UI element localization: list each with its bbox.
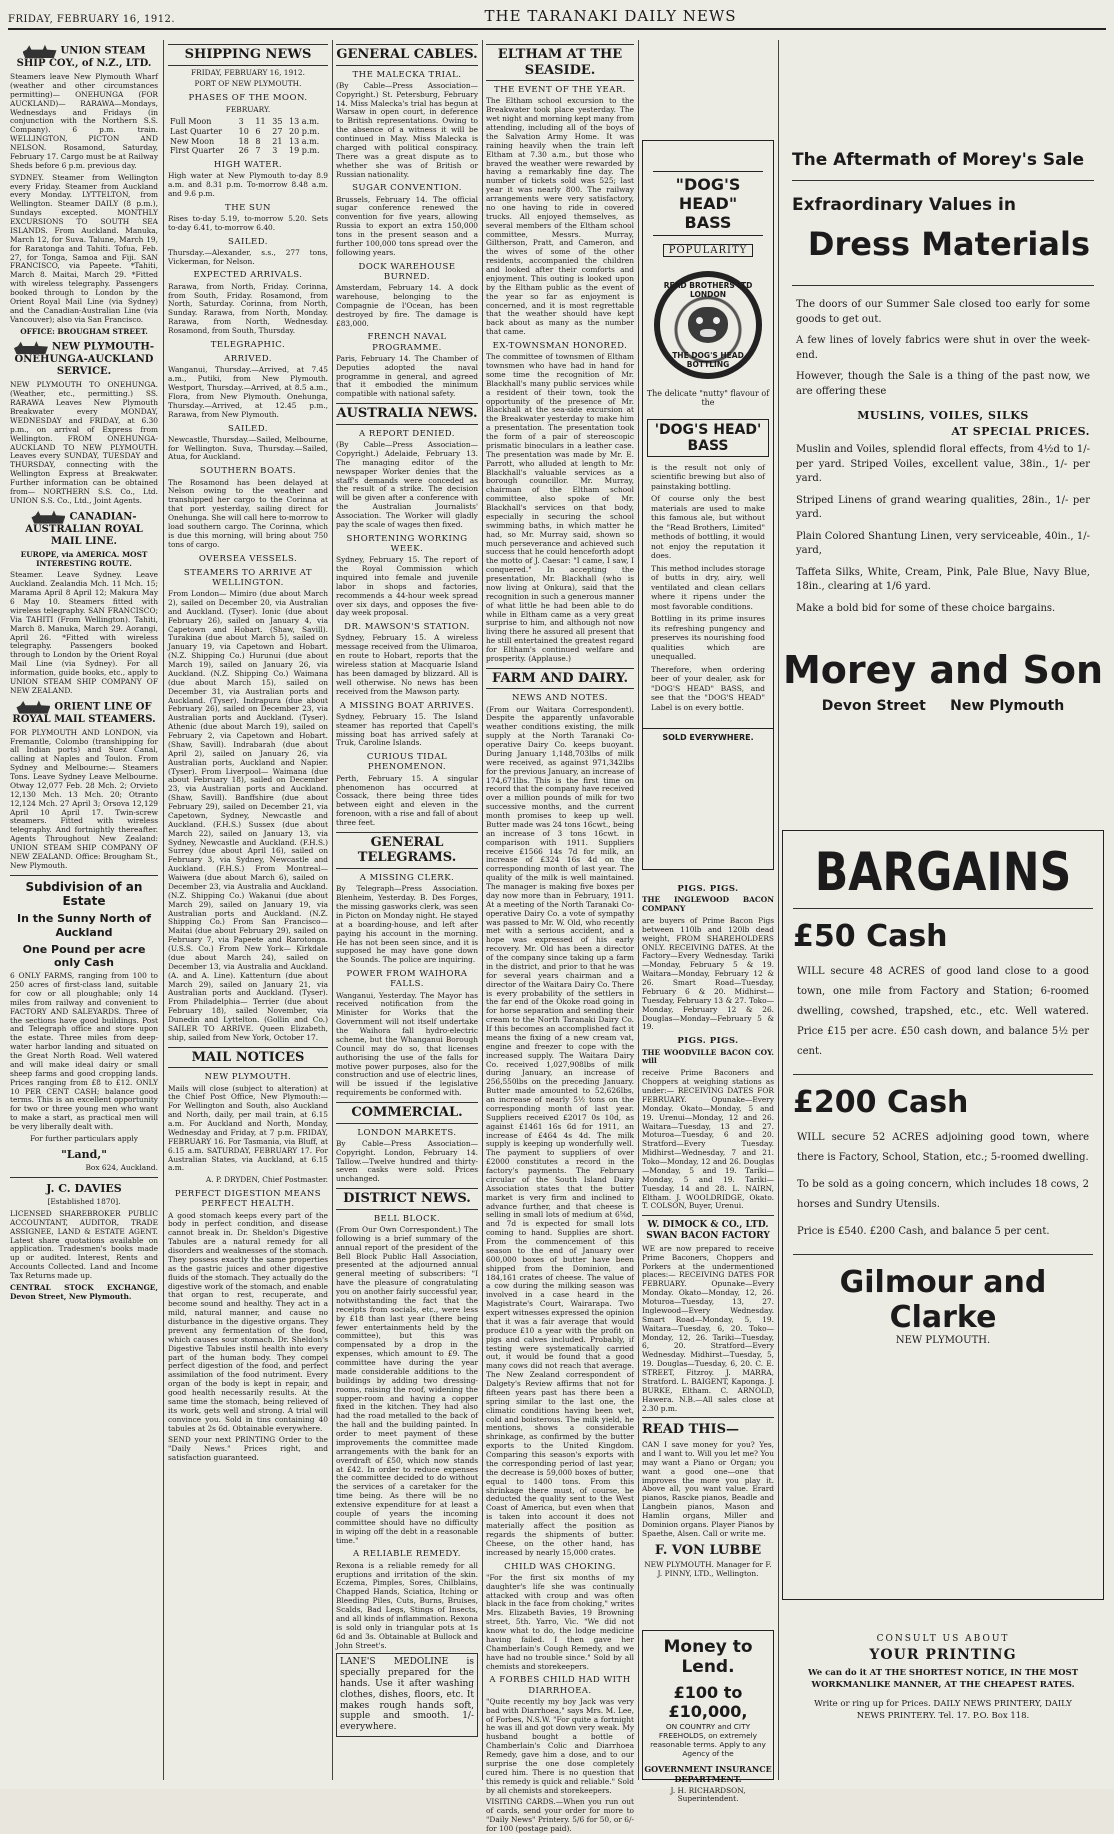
canadian-sub: EUROPE, via AMERICA. MOST INTERESTING ROUTE. xyxy=(20,549,148,568)
missing-clerk-heading: A MISSING CLERK. xyxy=(359,873,455,884)
subdivision-text: 6 ONLY FARMS, ranging from 100 to 250 acres of first-class land, suitable for cow or all ploughable; only 14 miles from railway and convenient to FACTORY AND SALEYARDS. Three of the sections have good buildings. Post and Telegraph office and store upon the estate. Three miles from deep-water harbor landing and situated on the Great North Road. Well watered and will make ideal dairy or small sheep farms and good cropping lands. Prices ranging from £8 to £12. ONLY 10 PER CENT CASH; balance good terms. This is an excellent opportunity for two or three young men who want to make a start, as practical men will be very liberally dealt with. xyxy=(10,971,158,1132)
special-prices: AT SPECIAL PRICES. xyxy=(951,425,1090,438)
morey-p8: Make a bold bid for some of these choice bargains. xyxy=(796,602,1056,614)
ex-townsman-heading: EX-TOWNSMAN HONORED. xyxy=(492,341,628,351)
column-rule xyxy=(163,40,164,1780)
column-pigs-ads xyxy=(642,880,774,1620)
expected-text: Rarawa, from North, Friday. Corinna, from South, Friday. Rosamond, from North, Saturday. Corinna, from North, Sunday. Rarawa, from North, Monday. Rarawa, from North, Wednesday. Rosamond, from South, Thursday. xyxy=(168,281,328,336)
missing-boat-text: Sydney, February 15. The Island steamer has reported that Capell's missing boat has arrived safely at Truk, Caroline Islands. xyxy=(336,711,478,748)
usco-text: Steamers leave New Plymouth Wharf (weather and other circumstances permitting)— ONEHUNGA (FOR AUCKLAND)— RARAWA—Mondays, Wednesdays and Fridays (in conjunction with the Northern S.S. Company). 6 p.m. train. WELLINGTON, PICTON AND NELSON. Rosamond, Saturday, February 17. Cargo must be at Railway Sheds before 6 p.m. previous day. xyxy=(10,72,158,170)
dock-heading: DOCK WAREHOUSE BURNED. xyxy=(358,261,456,282)
perfect-digestion-heading: PERFECT DIGESTION MEANS PERFECT HEALTH. xyxy=(174,1189,322,1210)
read-this-text: CAN I save money for you? Yes, and I want to. Will you let me? You may want a Piano or Organ; you want a good one—one that improves the more you play it. Above all, you want value. Erard pianos, Rascke pianos, Beadle and Langbein pianos, Mason and Hamlin organs, Miller and Dominion organs. Player Pianos by Spaethe, Alsen. Call or write me. xyxy=(642,1440,774,1538)
office-line: OFFICE: BROUGHAM STREET. xyxy=(20,326,148,336)
morey-p2: A few lines of lovely fabrics were shut in over the week-end. xyxy=(796,335,1090,361)
davies-name: J. C. DAVIES xyxy=(46,1181,122,1195)
money-heading: Money to Lend. xyxy=(663,1637,753,1677)
bargains-p2: WILL secure 52 ACRES adjoining good town, where there is Factory, School, Station, etc.; 5-roomed dwelling. xyxy=(797,1132,1089,1163)
lubbe-name: F. VON LUBBE xyxy=(654,1542,762,1558)
bass-title: "DOG'S HEAD" BASS xyxy=(653,171,763,236)
gilmour-town: NEW PLYMOUTH. xyxy=(895,1335,991,1346)
bass-popularity: POPULARITY xyxy=(663,244,753,257)
woodville-text: receive Prime Baconers and Choppers at weighing stations as under:— RECEIVING DATES FOR FEBRUARY. Opunake—Every Monday. Okato—Monday, 5 and 19. Urenui—Monday, 12 and 26. Waitara—Tuesday, 13 and 27. Moturoa—Tuesday, 6 and 20. Stratford—Every Tuesday. Midhirst—Wednesday, 7 and 21. Toko—Monday, 12 and 26. Douglas—Monday, 5 and 19. Tariki—Monday, 5 and 19. Tariki—Tuesday, 14 and 28. L. NAIRN, Eltham. J. WOOLDRIDGE, Okato. T. COLSON, Buyer, Urenui. xyxy=(642,1068,774,1211)
bargains-p4: Price is £540. £200 Cash, and balance 5 per cent. xyxy=(797,1226,1050,1237)
apply-line: For further particulars apply xyxy=(30,1133,138,1143)
general-cables-heading: GENERAL CABLES. xyxy=(336,44,478,66)
high-water-heading: HIGH WATER. xyxy=(213,159,283,170)
bass-delicate: The delicate "nutty" flavour of the xyxy=(646,389,770,407)
dress-materials-heading: Dress Materials xyxy=(807,225,1090,263)
event-text: The Eltham school excursion to the Breakwater took place yesterday. The wet night and morning kept many from attending, including all of the boys of the Salvation Army Home. It was raining heavily when the train left Eltham at 7.30 a.m., but those who braved the weather were rewarded by having a remarkably fine day. The number of tickets sold was 525; last year it was nearly 800. The railway arrangements were very satisfactory, no one having to ride in covered trucks. All enjoyed themselves, as several members of the Eltham school committee, Messrs. Murray, Giltherson, Pratt, and Cameron, and the wives of some of the other residents, accompanied the children and looked after their comforts and enjoyment. This outing is looked upon by the Eltham public as the event of the year so far as enjoyment is concerned, and it is most regrettable that the weather should have kept back about as many as the number that came. xyxy=(486,96,634,337)
mail-notices-heading: MAIL NOTICES xyxy=(168,1047,328,1069)
nzpl-heading: NEW PLYMOUTH-ONEHUNGA-AUCKLAND SERVICE. xyxy=(14,341,155,378)
table-row: First Quarter 26 7 3 19 p.m. xyxy=(170,146,320,156)
oversea-heading: OVERSEA VESSELS. xyxy=(198,553,298,564)
bargains-p3: To be sold as a going concern, which includes 18 cows, 2 horses and Sundry Utensils. xyxy=(797,1179,1089,1210)
subdivision-heading: Subdivision of an Estate xyxy=(25,879,143,909)
column-rule xyxy=(482,40,483,1780)
woodville-heading: THE WOODVILLE BACON COY. will xyxy=(642,1047,774,1066)
forbes-text: "Quite recently my boy Jack was very bad with Diarrhoea," says Mrs. M. Lee, of Forbes, N.S.W. "For quite a fortnight he was ill and got down very weak. My husband bought a bottle of Chamberlain's Colic and Diarrhoea Remedy, gave him a dose, and to our surprise the one dose completely cured him. There is no question that this remedy is quick and reliable." Sold by all chemists and storekeepers. xyxy=(486,1696,634,1795)
morey-p6: Plain Colored Shantung Linen, very serviceable, 40in., 1/- yard, xyxy=(796,530,1090,556)
reliable-remedy-text: Rexona is a reliable remedy for all eruptions and irritation of the skin. Eczema, Pimples, Sores, Chilblains, Chapped Hands, Sciatica, Itching or Bleeding Piles, Cuts, Burns, Bruises, Scalds, Bad Legs, Stings of Insects, and all kinds of inflammation. Rexona is sold only in triangular pots at 1s 6d and 3s. Obtainable at Bullock and John Street's. xyxy=(336,1560,478,1650)
bulldog-icon xyxy=(688,307,728,343)
tidal-heading: CURIOUS TIDAL PHENOMENON. xyxy=(366,752,448,773)
naval-heading: FRENCH NAVAL PROGRAMME. xyxy=(367,332,447,353)
report-heading: A REPORT DENIED. xyxy=(359,428,455,439)
sugar-text: Brussels, February 14. The official sugar conference renewed the convention for five years, allowing Russia to export an extra 150,000 tons in the present season and a further 100,000 tons spread over the following years. xyxy=(336,194,478,257)
money-amount: £100 to £10,000, xyxy=(668,1683,748,1721)
event-heading: THE EVENT OF THE YEAR. xyxy=(494,85,626,96)
shortening-heading: SHORTENING WORKING WEEK. xyxy=(346,533,468,554)
masthead-title: THE TARANAKI DAILY NEWS xyxy=(484,7,737,25)
bass-dogs-head-title: 'DOG'S HEAD' BASS xyxy=(647,419,769,457)
usco-heading: UNION STEAM SHIP COY., of N.Z., LTD. xyxy=(16,45,152,69)
sailed2-heading: SAILED. xyxy=(228,423,268,434)
printing-p1: We can do it AT THE SHORTEST NOTICE, IN THE MOST WORKMANLIKE MANNER, AT THE CHEAPEST RATES. xyxy=(807,1668,1079,1690)
high-water-text: High water at New Plymouth to-day 8.9 a.m. and 8.31 p.m. To-morrow 8.48 a.m. and 9.6 p.m. xyxy=(168,170,328,198)
bargains-ad xyxy=(782,830,1104,1600)
dock-text: Amsterdam, February 14. A dock warehouse, belonging to the Compagnie de l'Ocean, has been destroyed by fire. The damage is £83,000. xyxy=(336,283,478,328)
expected-heading: EXPECTED ARRIVALS. xyxy=(193,270,303,281)
bass-p3: This method includes storage of butts in dry, airy, well ventilated and clean cellars where it ripens under the most favorable conditions. xyxy=(651,563,765,611)
district-news-heading: DISTRICT NEWS. xyxy=(336,1188,478,1210)
bass-sold: SOLD EVERYWHERE. xyxy=(643,728,773,742)
sugar-heading: SUGAR CONVENTION. xyxy=(352,183,462,194)
cash-200-heading: £200 Cash xyxy=(793,1085,969,1120)
farm-dairy-heading: FARM AND DAIRY. xyxy=(486,668,634,690)
general-telegrams-heading: GENERAL TELEGRAMS. xyxy=(336,832,478,869)
printing-ad xyxy=(782,1630,1104,1780)
reliable-remedy-heading: A RELIABLE REMEDY. xyxy=(353,1549,461,1560)
bargains-heading: BARGAINS xyxy=(814,841,1072,904)
bargains-p1: WILL secure 48 ACRES of good land close to a good town, one mile from Factory and Station; 6-roomed dwelling, cowshed, trapshed, etc., etc. Well watered. Price £15 per acre. £50 cash down, and balance 5½ per cent. xyxy=(797,966,1089,1057)
news-notes-heading: NEWS AND NOTES. xyxy=(512,693,608,704)
printing-heading: YOUR PRINTING xyxy=(869,1647,1017,1663)
ex-townsman-text: The committee of townsmen of Eltham townsmen who have had in hand for some time the recognition of Mr. Blackhall's many public services while a resident of their town, took the opportunity of the presence of Mr. Blackhall at the sea-side excursion at the Breakwater yesterday to make him a presentation. The presentation took the form of a pair of stereoscopic prismatic binoculars in a leather case. The presentation was made by Mr. E. Parrott, who alluded at length to Mr. Blackhall's valuable services as a borough councillor. Mr. Murray, chairman of the Eltham school committee, also spoke of Mr. Blackhall's services on that body, especially in securing the school swimming baths, in which matter he had, so Mr. Murray said, shown so much perseverance and achieved such success that he could henceforth adopt the motto of J. Caesar: "I came, I saw, I conquered." In accepting the presentation, Mr. Blackhall (who is now living at Onkura), said that the recognition in such a generous manner of what little he had been able to do while in Eltham came as a very great surprise to him, and although not now living there he assured all present that he still entertained the greatest regard for Eltham's continued welfare and prosperity. (Applause.) xyxy=(486,352,634,663)
muslins-heading: MUSLINS, VOILES, SILKS xyxy=(857,409,1029,422)
seal-top-text: READ BROTHERS LTD LONDON xyxy=(663,281,753,299)
money-to-lend-ad xyxy=(642,1630,774,1804)
visiting-cards: VISITING CARDS.—When you run out of cards, send your order for more to "Daily News" Printery. 5/6 for 50, or 6/- for 100 (postage paid). xyxy=(486,1797,634,1834)
oversea-sub: STEAMERS TO ARRIVE AT WELLINGTON. xyxy=(183,567,313,588)
column-rule xyxy=(332,40,333,1780)
morey-and-son-name: Morey and Son xyxy=(782,648,1104,692)
telegraphic-heading: TELEGRAPHIC. xyxy=(210,339,286,350)
bass-p4: Bottling in its prime insures its refreshing pungency and preserves its nourishing food qualities which are unequalled. xyxy=(651,614,765,662)
morey-p7: Taffeta Silks, White, Cream, Pink, Pale Blue, Navy Blue, 18in., clearing at 1/6 yard. xyxy=(796,566,1090,592)
seal-bottom-text: THE DOG'S HEAD BOTTLING xyxy=(672,351,744,369)
bass-p1: is the result not only of scientific brewing but also of painstaking bottling. xyxy=(651,463,765,491)
commercial-heading: COMMERCIAL. xyxy=(336,1102,478,1124)
dogs-head-bass-ad xyxy=(642,140,774,870)
printing-p2: Write or ring up for Prices. DAILY NEWS PRINTERY, DAILY NEWS PRINTERY. Tel. 17. P.O. Box 118. xyxy=(814,1698,1072,1721)
morey-p3: However, though the Sale is a thing of the past now, we are offering these xyxy=(796,371,1090,397)
morey-and-son-ad xyxy=(782,140,1104,780)
morey-p1: The doors of our Summer Sale closed too early for some goods to get out. xyxy=(796,299,1090,325)
oversea-text: From London— Mimiro (due about March 2), sailed on December 20, via Australian and Auckland. (Tyser). Ionic (due about February 26), sailed on January 4, via Capetown and Hobart. (Shaw, Savill). Turakina (due about March 5), sailed on January 19, via Capetown and Hobart. (N.Z. Shipping Co.) Hurunui (due about March 19), sailed on January 26, via Auckland. (N.Z. Shipping Co.) Waimana (due about March 15), sailed on December 31, via Australian ports and Auckland. (Tyser). Indrapura (due about February 26), sailed on December 23, via Australian ports and Auckland. (Tyser). Athenic (due about March 19), sailed on February 2, via Capetown and Hobart. (Shaw, Savill). Indrabarah (due about April 2), sailed on January 26, via Australian ports, Auckland and Napier. (Tyser). From Liverpool— Waimana (due about February 18), sailed on December 23, via Australian ports and Auckland. (Shaw, Savill). Banffshire (due about February 29), sailed on December 21, via Capetown, Sydney, Newcastle and Auckland. (F.H.S.) Sussex (due about March 22), sailed on January 13, via Sydney, Newcastle and Auckland. (F.H.S.) Surrey (due about April 16), sailed on February 3, via Sydney, Newcastle and Auckland. (F.H.S.) From Montreal— Waiwera (due about March 6), sailed on December 23, via Australia and Auckland. (N.Z. Shipping Co.) Wakanui (due about March 29), sailed on January 19, via Australian ports and Auckland. (N.Z. Shipping Co.) From San Francisco— Maitai (due about February 29), sailed on February 7, via Papeete and Rarotonga. (U.S.S. Co.) From New York— Kirkdale (due about March 24), sailed on December 13, via Australia and Auckland. (A. and A. Line). Kattenturn (due about March 29), sailed on January 21, via Australian ports and Auckland. (Tyser). From Philadelphia— Terrier (due about February 18), sailed November, via Dunedin and Lyttelton. (Gollin and Co.) SAILER TO ARRIVE. Queen Elizabeth, ship, sailed from New York, October 17. xyxy=(168,589,328,1042)
arrived-text: Wanganui, Thursday.—Arrived, at 7.45 a.m., Putiki, from New Plymouth. Westport, Thursday.—Arrived, at 8.5 a.m., Flora, from New Plymouth. Onehunga, Thursday.—Arrived, at 12.45 p.m., Rarawa, from New Plymouth. xyxy=(168,365,328,419)
mawson-text: Sydney, February 15. A wireless message received from the Ulimaroa, en route to Hobart, reports that the wireless station at Macquarie Island has been damaged by blizzard. All is well otherwise. No news has been received from the Mawson party. xyxy=(336,633,478,696)
moon-table xyxy=(168,117,328,155)
steamship-icon xyxy=(31,510,65,524)
shipping-news-heading: SHIPPING NEWS xyxy=(168,44,328,66)
orient-heading: ORIENT LINE OF ROYAL MAIL STEAMERS. xyxy=(12,701,156,725)
pigs-heading-2: PIGS. PIGS. xyxy=(677,1036,739,1047)
lanes-medoline-ad: LANE'S MEDOLINE is specially prepared for the hands. Use it after washing clothes, dishes, floors, etc. It makes rough hands soft, supple and smooth. 1/- everywhere. xyxy=(336,1653,478,1737)
bell-block-text: (From Our Own Correspondent.) The following is a brief summary of the annual report of the president of the Bell Block Public Hall Association, presented at the adjourned annual general meeting of subscribers: "I have the pleasure of congratulating you on another fairly successful year, notwithstanding the fact that the receipts from socials, etc., were less by £18 than last year (there being fewer entertainments held by the committee), but this was compensated by a drop in the expenses, which amount to £9. The committee have during the year made considerable additions to the buildings by adding two dressing-rooms, raising the roof, widening the supper-room and having a copper fixed in the kitchen. They had also had the road metalled to the back of the hall and the building painted. In order to meet payment of these improvements the committee made arrangements with the bank for an overdraft of £50, which now stands at £42. In order to reduce expenses the committee decided to do without the services of a caretaker for the time being. As there will be no extensive expenditure for at least a couple of years the incoming committee should have no difficulty in wiping off the debt in a reasonable time." xyxy=(336,1224,478,1545)
send-printing: SEND your next PRINTING Order to the "Daily News." Prices right, and satisfaction guaranteed. xyxy=(168,1435,328,1463)
land-address: "Land," xyxy=(61,1147,107,1161)
pigs-heading-1: PIGS. PIGS. xyxy=(677,884,739,894)
read-this-heading: READ THIS— xyxy=(642,1422,740,1438)
london-markets-heading: LONDON MARKETS. xyxy=(357,1127,457,1138)
tidal-text: Perth, February 15. A singular phenomenon has occurred at Cossack, there being three tides between eight and eleven in the forenoon, with a rise and fall of about three feet. xyxy=(336,773,478,827)
australia-news-heading: AUSTRALIA NEWS. xyxy=(336,403,478,425)
dogs-head-seal-icon xyxy=(654,271,762,379)
cash-50-heading: £50 Cash xyxy=(793,919,948,954)
london-markets-text: By Cable—Press Association—Copyright. London, February 14. Tallow.—Twelve hundred and thirty-seven casks were sold. Prices unchanged. xyxy=(336,1138,478,1184)
gilmour-clarke-name: Gilmour and Clarke xyxy=(839,1265,1047,1335)
orient-text: FOR PLYMOUTH AND LONDON, via Fremantle, Colombo (transhipping for all Indian ports) and Suez Canal, calling at Naples and Toulon. From Sydney and Melbourne:— Steamers Tons. Leave Sydney Leave Melbourne. Otway 12,077 Feb. 28 Mch. 2; Orvieto 12,130 Mch. 13 Mch. 20; Otranto 12,124 Mch. 27 April 3; Orsova 12,129 April 10 April 17. Twin-screw steamers. Fitted with wireless telegraphy. And fortnightly thereafter. Agents Throughout New Zealand: UNION STEAM SHIP COMPANY OF NEW ZEALAND. Office: Brougham St., New Plymouth. xyxy=(10,727,158,870)
shortening-text: Sydney, February 15. The report of the Royal Commission which inquired into female and juvenile labor in shops and factories, recommends a 44-hour week spread over six days, and opposes the five-day week proposal. xyxy=(336,555,478,618)
child-choking-heading: CHILD WAS CHOKING. xyxy=(504,1561,616,1572)
southern-boats-heading: SOUTHERN BOATS. xyxy=(199,466,297,477)
steamship-icon xyxy=(16,700,50,714)
news-notes-text: (From our Waitara Correspondent). Despite the apparently unfavorable weather conditions existing, the milk supply at the North Taranaki Co-operative Dairy Co. keeps buoyant. During January 1,148,703lbs of milk were received, as against 971,342lbs for the previous January, an increase of 174,671lbs. This is the first time on record that the company have received over a million pounds of milk for two successive months, and the current month promises to keep up well. Butter made was 24 tons 16cwt., being an increase of 3 tons 16cwt. in comparison with 1911. Suppliers receive £1566 14s 7d for milk, an increase of £324 16s 4d on the corresponding month of last year. The quality of the milk is well maintained. The manager is making five boxes per day now more than in February, 1911. At a meeting of the North Taranaki Co-operative Dairy Co. a vote of sympathy was passed to Mr. W. Old, who recently met with a serious accident, and a hope was expressed of his early recovery. Mr. Old has been a director of the company since taking up a farm in the district, and prior to that he was for several years chairman and a director of the Waitara Dairy Co. There is every probability of the settlers in the far end of the Okoke road going in for horse separation and sending their cream to the North Taranaki Dairy Co. If this becomes an accomplished fact it means the fixing of a new cream vat, engine and freezer to cope with the increased supply. The Waitara Dairy Co. received 1,027,908lbs of milk during January, an increase of 256,550lbs on the preceding January. Butter made amounted to 52,626lbs, an increase of nearly 5½ tons on the corresponding month of last year. Suppliers received £2017 0s 10d, as against £1461 16s 6d for 1911, an increase of £464 4s 4d. The milk supply is keeping up wonderfully well. The payment to suppliers of over £2000 constitutes a record in the factory's payments. The February circular of the South Island Dairy Association states that the butter market is very firm and inclined to advance further, and that cheese is selling in small lots of medium at 6⅝d, and 7d is expected for small lots coming to hand. Supplies are short. From the commencement of this season to the end of January over 600,000 boxes of butter have been shipped from the Dominion, and 184,161 crates of cheese. The value of a cow during the milking season was involved in a case heard in the Magistrate's Court, Wairarapa. Two expert witnesses expressed the opinion that it was a fair average that would produce £10 a year with the profit on pigs and calves included. Probably, if testing were systematically carried out, it would be found that a good many cows did not reach that average. The New Zealand correspondent of Dalgety's Review affirms that not for fifteen years past has there been a spring similar to the last one, the climatic conditions having been wet, cold and boisterous. The milk yield, he mentions, shows a considerable shrinkage, as confirmed by the butter exports to the United Kingdom. Comparing this season's exports with the corresponding period of last year, the decrease is 59,000 boxes of butter, equal to 1400 tons. From this shrinkage there must, of course, be deducted the quality sent to the West Coast of America, but even when that is taken into account it does not materially affect the position as regards the shipments of butter. Cheese, on the other hand, has increased by nearly 15,000 crates. xyxy=(486,704,634,1557)
bell-block-heading: BELL BLOCK. xyxy=(373,1213,441,1224)
canadian-text: Steamer. Leave Sydney. Leave Auckland. Zealandia Mch. 11 Mch. 15; Marama April 8 April 12; Makura May 6 May 10. Steamers fitted with wireless telegraphy. SAN FRANCISCO; Via TAHITI (From Wellington). Tahiti, March 8. Manuka, March 29. Aorangi, April 26. *Fitted with wireless telegraphy. Passengers booked through to London by the Orient Royal Mail Line (via Sydney). For all information, guide books, etc., apply to UNION STEAM SHIP COMPANY OF NEW ZEALAND. xyxy=(10,570,158,695)
canadian-heading: CANADIAN-AUSTRALIAN ROYAL MAIL LINE. xyxy=(25,511,143,547)
sun-heading: THE SUN xyxy=(225,202,271,213)
perfect-digestion-text: A good stomach keeps every part of the body in perfect condition, and disease cannot break in. Dr. Sheldon's Digestive Tabules are a natural remedy for all disorders and weaknesses of the stomach. They possess exactly the same properties as the gastric juices and other digestive fluids of the stomach. They actually do the digestive work of the stomach, and enable that organ to rest, recuperate, and become sound and healthy. They act in a mild, natural manner, and cause no disturbance in the digestive organs. They prevent any fermentation of the food, which causes sour stomach. Dr. Sheldon's Digestive Tabules instil health into every part of the human body. They compel perfect digestion of the food, and perfect assimilation of the food nutriment. Every organ of the body is kept in repair, and good health necessarily results. At the same time the stomach, being relieved of its work, gets well and strong. A trial will convince you. Sold in tins containing 40 tabules at 2s 6d. Obtainable everywhere. xyxy=(168,1210,328,1433)
davies-text: LICENSED SHAREBROKER PUBLIC ACCOUNTANT, AUDITOR, TRADE ASSIGNEE, LAND & ESTATE AGENT. Latest share quotations available on application. Tradesmen's books made up or audited. Interest, Rents and Accounts Collected. Land and Income Tax Returns made up. xyxy=(10,1208,158,1281)
arrived-heading: ARRIVED. xyxy=(224,354,272,365)
money-sign: J. H. RICHARDSON, Superintendent. xyxy=(670,1785,746,1804)
eltham-heading: ELTHAM AT THE SEASIDE. xyxy=(486,44,634,81)
sydney-text: SYDNEY. Steamer from Wellington every Friday. Steamer from Auckland every Monday. LYTTELTON, from Wellington. Steamer DAILY (8 p.m.), Sundays excepted. MONTHLY EXCURSIONS TO SOUTH SEA ISLANDS. From Auckland. Manuka, March 12, for Suva. Talune, March 19, for Raratonga and Tahiti. Tofua, Feb. 27, for Tonga, Samoa and Fiji. SAN FRANCISCO, via Papeete. *Tahiti, March 8. Maitai, March 29. *Fitted with wireless telegraphy. Passengers booked through to London by the Orient Royal Mail Line (via Sydney) and the Canadian-Australian Line (via Vancouver); also via San Francisco. xyxy=(10,172,158,324)
column-shipping-ads xyxy=(10,40,158,1780)
aftermath-heading: The Aftermath of Morey's Sale xyxy=(792,150,1084,170)
column-rule xyxy=(638,40,639,1780)
dimock-text: WE are now prepared to receive Prime Baconers, Choppers and Porkers at the undermentioned places:— RECEIVING DATES FOR FEBRUARY. Opunake—Every Monday. Okato—Monday, 12, 26. Moturoa—Tuesday, 13, 27. Inglewood—Every Wednesday. Smart Road—Monday, 5, 19. Waitara—Tuesday, 6, 20. Toko—Monday, 12, 26. Tariki—Tuesday, 6, 20. Stratford—Every Wednesday. Midhirst—Tuesday, 5, 19. Douglas—Tuesday, 6, 20. C. E. STREET, Fitzroy. J. MARRA, Stratford. L. BAIGENT, Kaponga. J. BURKE, Eltham. C. ARNOLD, Hawera. N.B.—All sales close at 2.30 p.m. xyxy=(642,1243,774,1413)
column-shipping-news xyxy=(168,40,328,1780)
sunny-north-heading: In the Sunny North of Auckland xyxy=(17,912,151,939)
table-row: Full Moon 3 11 35 13 a.m. xyxy=(170,117,320,127)
lubbe-sub: NEW PLYMOUTH. Manager for F. J. PINNY, LTD., Wellington. xyxy=(644,1560,772,1579)
sailed-text: Thursday.—Alexander, s.s., 277 tons, Vickerman, for Nelson. xyxy=(168,247,328,266)
sun-text: Rises to-day 5.19, to-morrow 5.20. Sets to-day 6.41, to-morrow 6.40. xyxy=(168,213,328,232)
masthead xyxy=(8,4,1106,30)
report-text: (By Cable—Press Association—Copyright.) Adelaide, February 13. The managing editor of the newspaper Worker denies that the staff's demands were conceded as the result of a strike. The decision will be given after a conference with the Australian Journalists' Association. The Worker will gladly pay the scale of wages then fixed. xyxy=(336,440,478,529)
moon-month: FEBRUARY. xyxy=(225,104,271,114)
morey-p4: Muslin and Voiles, splendid floral effects, from 4½d to 1/- per yard. Striped Voiles, excellent value, 38in., 1/- per yard. xyxy=(796,444,1090,484)
morey-address: Devon Street New Plymouth xyxy=(821,698,1065,714)
missing-clerk-text: By Telegraph—Press Association. Blenheim, Yesterday. B. Des Forges, the missing gasworks clerk, was seen in Picton on Monday night. He stayed at a boarding-house, and left after paying his account in the morning. He has not been seen since, and it is supposed he may have gone down the Sounds. The police are inquiring. xyxy=(336,884,478,965)
table-row: New Moon 18 8 21 13 a.m. xyxy=(170,136,320,146)
mail-text: Mails will close (subject to alteration) at the Chief Post Office, New Plymouth:— For Wellington and South, also Auckland and North, daily, per mail train, at 6.15 a.m. For Auckland and North, Monday, Wednesday and Friday, at 7 p.m. FRIDAY, FEBRUARY 16. For Tasmania, via Bluff, at 6.15 a.m. SATURDAY, FEBRUARY 17. For Australian States, via Auckland, at 6.15 a.m. xyxy=(168,1083,328,1173)
forbes-heading: A FORBES CHILD HAD WITH DIARRHOEA. xyxy=(489,1675,631,1696)
port-heading: PORT OF NEW PLYMOUTH. xyxy=(194,79,302,89)
steamship-icon xyxy=(23,44,57,58)
table-row: Last Quarter 10 6 27 20 p.m. xyxy=(170,127,320,136)
shipping-date: FRIDAY, FEBRUARY 16, 1912. xyxy=(191,67,305,77)
power-heading: POWER FROM WAIHORA FALLS. xyxy=(346,969,468,990)
inglewood-heading: THE INGLEWOOD BACON COMPANY xyxy=(642,895,774,914)
sailed2-text: Newcastle, Thursday.—Sailed, Melbourne, for Wellington. Suva, Thursday.—Sailed, Atua, for Auckland. xyxy=(168,434,328,462)
malecka-text: (By Cable—Press Association—Copyright.) St. Petersburg, February 14. Miss Malecka's trial has begun at Warsaw in open court, in deference to British representations. Owing to the absence of a witness it will be continued in May. Miss Malecka is charged with political conspiracy. There was a great dispute as to whether she was of British or Russian nationality. xyxy=(336,80,478,179)
child-choking-text: "For the first six months of my daughter's life she was continually attacked with croup and was often black in the face from choking," writes Mrs. Elizabeth Bavies, 19 Browning street, 5th. Yarro, Vic. "We did not know what to do, the lodge medicine having failed. I then gave her Chamberlain's Cough Remedy, and we have had no trouble since." Sold by all chemists and storekeepers. xyxy=(486,1572,634,1671)
masthead-date: FRIDAY, FEBRUARY 16, 1912. xyxy=(8,14,176,25)
bass-p5: Therefore, when ordering beer of your dealer, ask for "DOG'S HEAD" BASS, and see that the "DOG'S HEAD" Label is on every bottle. xyxy=(651,664,765,712)
nzpl-text: NEW PLYMOUTH TO ONEHUNGA. (Weather, etc., permitting.) SS. RARAWA Leaves New Plymouth Breakwater every MONDAY, WEDNESDAY and FRIDAY, at 6.30 p.m., on arrival of Express from Wellington. FROM ONEHUNGA-AUCKLAND TO NEW PLYMOUTH. Leaves every SUNDAY, TUESDAY and THURSDAY, connecting with the Wellington Express at Breakwater. Further information can be obtained from— NORTHERN S.S. Co., Ltd. UNION S.S. Co., Ltd., Joint Agents. xyxy=(10,380,158,505)
column-rule xyxy=(778,40,779,1780)
morey-p5: Striped Linens of grand wearing qualities, 28in., 1/- per yard. xyxy=(796,494,1090,520)
column-eltham xyxy=(486,40,634,1834)
southern-boats-text: The Rosamond has been delayed at Nelson owing to the weather and transhipped her cargo to the Corinna at that port yesterday, sailing direct for Onehunga. She will call here to-morrow to load southern cargo. The Corinna, which is due this morning, will bring about 750 tons of cargo. xyxy=(168,477,328,549)
missing-boat-heading: A MISSING BOAT ARRIVES. xyxy=(339,700,475,711)
sailed-heading: SAILED. xyxy=(228,236,268,247)
mail-sub: NEW PLYMOUTH. xyxy=(204,1072,292,1083)
moon-heading: PHASES OF THE MOON. xyxy=(188,93,308,104)
extraordinary-heading: Exfraordinary Values in xyxy=(792,195,1016,215)
naval-text: Paris, February 14. The Chamber of Deputies adopted the naval programme in general, and agreed that it embodied the minimum compatible with national safety. xyxy=(336,353,478,399)
box-address: Box 624, Auckland. xyxy=(85,1162,158,1172)
mawson-heading: DR. MAWSON'S STATION. xyxy=(344,622,470,633)
davies-established: [Established 1870]. xyxy=(47,1197,121,1207)
money-gov: GOVERNMENT INSURANCE DEPARTMENT. xyxy=(644,1763,772,1784)
printing-consult: CONSULT US ABOUT xyxy=(876,1634,1010,1644)
pound-per-acre-heading: One Pound per acre only Cash xyxy=(22,942,146,969)
money-p1: ON COUNTRY and CITY FREEHOLDS, on extremely reasonable terms. Apply to any Agency of the xyxy=(650,1722,766,1758)
inglewood-text: are buyers of Prime Bacon Pigs between 110lb and 120lb dead weight, FROM SHAREHOLDERS ONLY. RECEIVING DATES. At the Factory—Every Wednesday. Tariki—Monday, February 5 & 19. Waitara—Monday, February 12 & 26. Smart Road—Tuesday, February 6 & 20. Midhirst—Tuesday, February 13 & 27. Toko—Monday, February 12 & 26. Douglas—Monday—February 5 & 19. xyxy=(642,915,774,1032)
mail-sign: A. P. DRYDEN, Chief Postmaster. xyxy=(205,1175,328,1185)
malecka-heading: THE MALECKA TRIAL. xyxy=(352,69,462,80)
column-cables xyxy=(336,40,478,1780)
power-text: Wanganui, Yesterday. The Mayor has received notification from the Minister for Works that the Government will not itself undertake the Waihora fall hydro-electric scheme, but the Whanganui Borough Council may do so, that licenses authorising the use of the falls for motive power purposes, also for the construction and use of electric lines, will be issued if the legislative requirements be conformed with. xyxy=(336,990,478,1098)
central-exchange: CENTRAL STOCK EXCHANGE, Devon Street, New Plymouth. xyxy=(10,1282,158,1301)
bass-p2: Of course only the best materials are used to make this famous ale, but without the "Read Brothers, Limited" methods of bottling, it would not enjoy the reputation it does. xyxy=(651,494,765,561)
steamship-icon xyxy=(14,340,48,354)
dimock-heading: W. DIMOCK & CO., LTD. SWAN BACON FACTORY xyxy=(646,1220,770,1242)
